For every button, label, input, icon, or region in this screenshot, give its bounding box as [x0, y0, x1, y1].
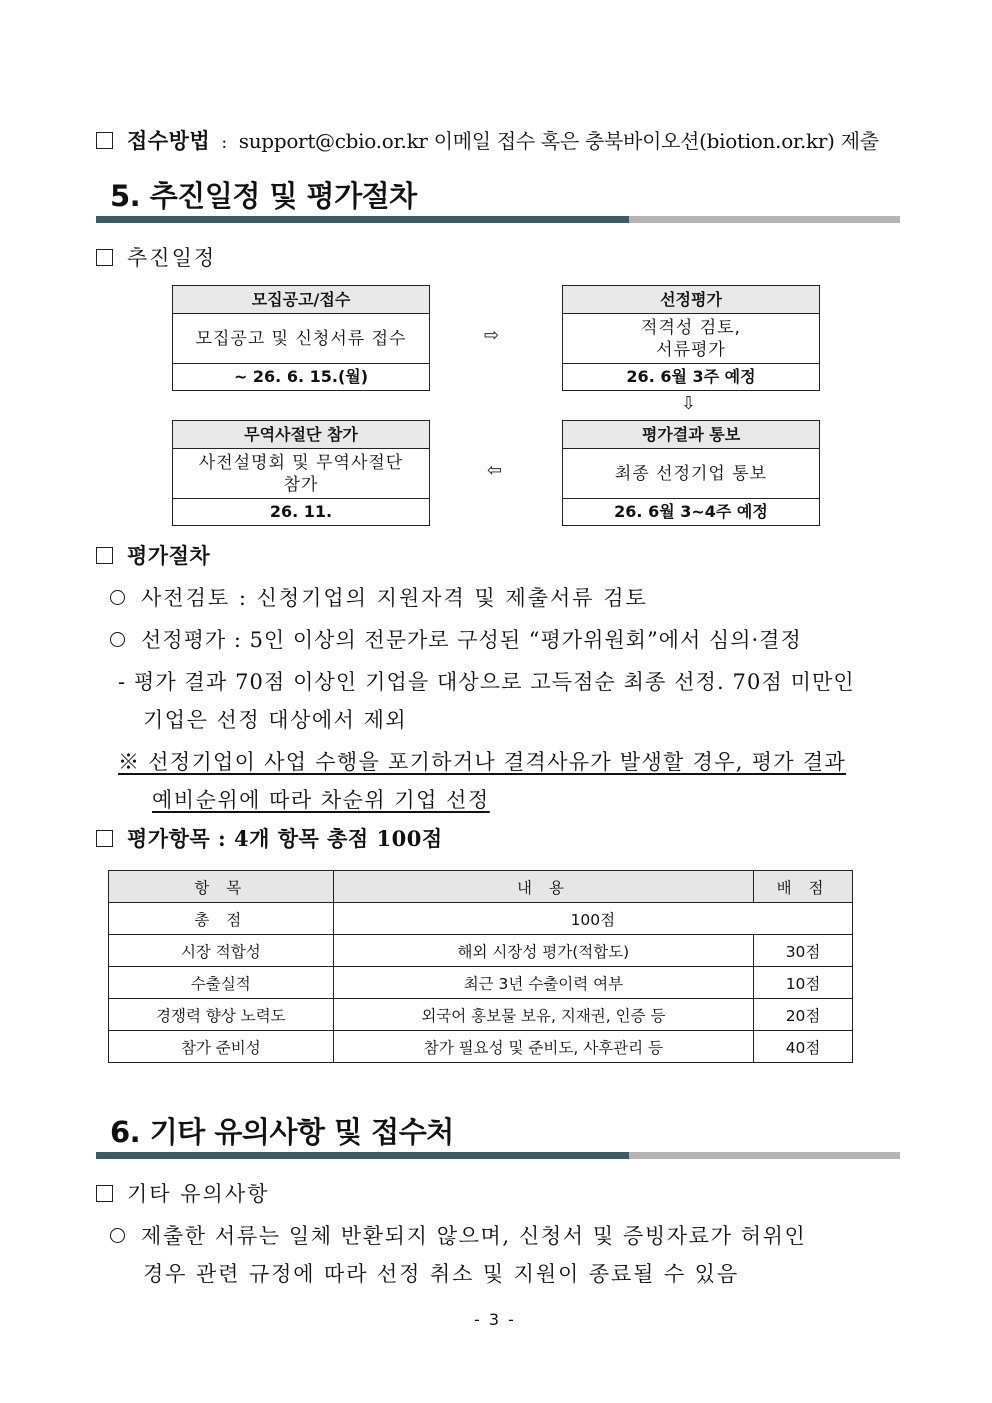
table-cell: 수출실적: [109, 967, 334, 999]
checkbox-square-icon: [96, 249, 113, 266]
table-cell: 40점: [754, 1031, 853, 1063]
table-cell: 10점: [754, 967, 853, 999]
flow-body-line: 사전설명회 및 무역사절단: [198, 452, 404, 473]
flow-foot: 26. 6월 3주 예정: [626, 367, 756, 386]
circle-bullet-icon: [110, 632, 125, 647]
table-row: [109, 903, 853, 935]
checkbox-square-icon: [96, 1185, 113, 1202]
checkbox-square-icon: [96, 132, 113, 149]
flow-box-selection: [562, 285, 820, 391]
items-label: 평가항목 : 4개 항목 총점 100점: [127, 826, 443, 851]
flow-body: 최종 선정기업 통보: [563, 449, 819, 499]
notes-item-1-cont: 경우 관련 규정에 따라 선정 취소 및 지원이 종료될 수 있음: [143, 1262, 740, 1286]
notes-heading: [96, 1178, 269, 1208]
flow-body: [563, 314, 819, 364]
section5-title: 5. 추진일정 및 평가절차: [110, 179, 417, 213]
procedure-heading: [96, 540, 210, 570]
table-header-row: [109, 871, 853, 903]
table-cell: 총 점: [109, 903, 334, 935]
schedule-label: 추진일정: [127, 246, 217, 270]
flow-box-recruitment: [172, 285, 430, 391]
procedure-dash-line-2: 기업은 선정 대상에서 제외: [143, 708, 408, 732]
table-cell: 30점: [754, 935, 853, 967]
table-cell: 참가 준비성: [109, 1031, 334, 1063]
table-cell: 20점: [754, 999, 853, 1031]
page-number: - 3 -: [474, 1310, 516, 1329]
table-row: [109, 967, 853, 999]
section5-bar-dark: [96, 216, 629, 223]
flow-box-result-notice: [562, 420, 820, 526]
procedure-item-1: [110, 582, 648, 612]
table-cell: 참가 필요성 및 준비도, 사후관리 등: [333, 1031, 753, 1063]
submission-label: 접수방법: [127, 128, 211, 153]
section6-bar-dark: [96, 1152, 629, 1159]
procedure-item-text: 선정평가 : 5인 이상의 전문가로 구성된 “평가위원회”에서 심의·결정: [141, 628, 802, 652]
checkbox-square-icon: [96, 830, 113, 847]
submission-text: support@cbio.or.kr 이메일 접수 혹은 충북바이오션(biotion.or.kr) 제출: [238, 129, 879, 153]
flow-body-line: 서류평가: [656, 339, 726, 360]
table-cell: 최근 3년 수출이력 여부: [333, 967, 753, 999]
flow-box-trade-mission: [172, 420, 430, 526]
section6-bar-light: [629, 1152, 900, 1159]
flow-body-line: 적격성 검토,: [641, 317, 741, 338]
notes-item-1: [110, 1220, 806, 1250]
flow-head: 무역사절단 참가: [173, 421, 429, 449]
flow-foot: 26. 11.: [269, 502, 333, 521]
table-cell: 경쟁력 향상 노력도: [109, 999, 334, 1031]
procedure-dash-line-1: - 평가 결과 70점 이상인 기업을 대상으로 고득점순 최종 선정. 70점 미만인: [118, 670, 855, 694]
flow-body: 모집공고 및 신청서류 접수: [173, 314, 429, 364]
flow-foot: ~ 26. 6. 15.(월): [233, 367, 369, 386]
table-header-cell: 항 목: [109, 871, 334, 903]
notes-item-text: 제출한 서류는 일체 반환되지 않으며, 신청서 및 증빙자료가 허위인: [141, 1224, 807, 1248]
procedure-item-2: [110, 624, 802, 654]
table-header-cell: 배 점: [754, 871, 853, 903]
submission-method-line: [96, 125, 879, 155]
table-cell: 100점: [333, 903, 852, 935]
flow-head: 선정평가: [563, 286, 819, 314]
checkbox-square-icon: [96, 547, 113, 564]
circle-bullet-icon: [110, 590, 125, 605]
flow-body-line: 참가: [283, 474, 319, 495]
table-cell: 시장 적합성: [109, 935, 334, 967]
procedure-note-line-2: 예비순위에 따라 차순위 기업 선정: [152, 788, 490, 812]
submission-colon: :: [221, 133, 228, 153]
notes-label: 기타 유의사항: [127, 1182, 270, 1206]
right-arrow-icon: ⇨: [484, 325, 500, 346]
flow-head: 모집공고/접수: [173, 286, 429, 314]
table-row: [109, 999, 853, 1031]
table-row: [109, 935, 853, 967]
procedure-label: 평가절차: [127, 543, 211, 568]
evaluation-table: [108, 870, 853, 1063]
flow-body: [173, 449, 429, 499]
flow-foot: 26. 6월 3~4주 예정: [614, 502, 768, 521]
section5-bar-light: [629, 216, 900, 223]
down-arrow-icon: ⇩: [681, 393, 697, 414]
section6-title: 6. 기타 유의사항 및 접수처: [110, 1115, 454, 1149]
circle-bullet-icon: [110, 1228, 125, 1243]
procedure-item-text: 사전검토 : 신청기업의 지원자격 및 제출서류 검토: [141, 586, 648, 610]
items-heading: [96, 823, 443, 853]
schedule-heading: [96, 242, 216, 272]
table-cell: 외국어 홍보물 보유, 지재권, 인증 등: [333, 999, 753, 1031]
left-arrow-icon: ⇦: [487, 460, 503, 481]
procedure-note-line-1: ※ 선정기업이 사업 수행을 포기하거나 결격사유가 발생할 경우, 평가 결과: [118, 750, 847, 774]
table-row: [109, 1031, 853, 1063]
table-header-cell: 내 용: [333, 871, 753, 903]
table-cell: 해외 시장성 평가(적합도): [333, 935, 753, 967]
flow-head: 평가결과 통보: [563, 421, 819, 449]
